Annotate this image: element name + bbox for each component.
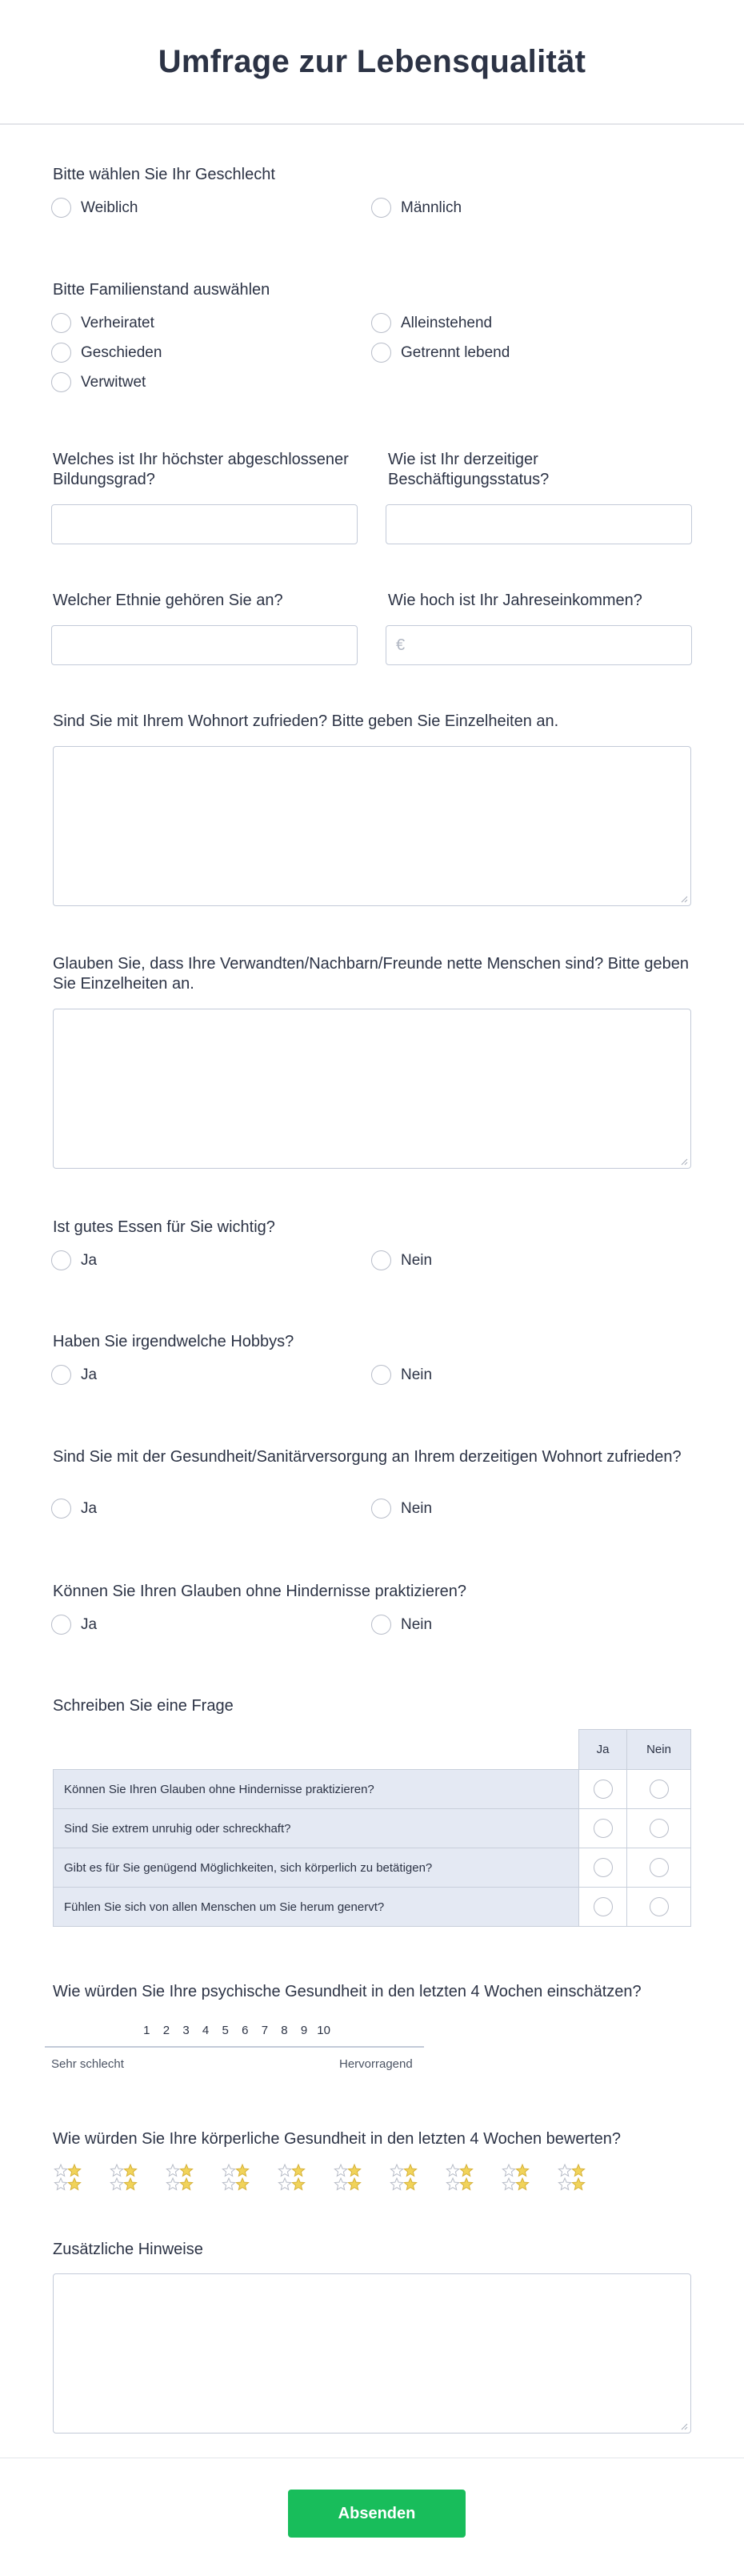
radio-circle[interactable] [51,1365,71,1385]
hobbies-option-yes[interactable] [51,1365,97,1385]
star-rating-icon[interactable] [333,2164,389,2193]
marital-option-widowed[interactable] [51,372,146,392]
hobbies-label: Haben Sie irgendwelche Hobbys? [53,1333,294,1350]
gender-option-female[interactable] [51,198,138,218]
employment-label: Wie ist Ihr derzeitiger Beschäftigungsstatus? [388,451,550,488]
radio-circle[interactable] [650,1897,669,1916]
star-rating-icon[interactable] [109,2164,165,2193]
ethnicity-input[interactable] [51,625,358,665]
faith-option-yes[interactable] [51,1615,97,1635]
relatives-question [53,954,691,994]
option-label: Weiblich [81,199,138,216]
option-label: Geschieden [81,343,162,361]
radio-circle[interactable] [371,1615,391,1635]
faith-question [53,1582,691,1602]
radio-circle[interactable] [371,1499,391,1519]
option-label: Ja [81,1615,98,1633]
scale-option[interactable]: 5 [222,2024,229,2037]
health-care-option-yes[interactable] [51,1499,97,1519]
radio-circle[interactable] [371,343,391,363]
star-rating-icon[interactable] [445,2164,501,2193]
health-care-question [53,1447,691,1467]
matrix-row [54,1770,691,1809]
matrix-cell-no[interactable] [627,1888,691,1927]
income-input[interactable] [386,625,692,665]
star-rating [53,2164,613,2193]
marital-option-married[interactable] [51,313,154,333]
relatives-label: Glauben Sie, dass Ihre Verwandten/Nachbarn/Freunde nette Menschen sind? Bitte geben Sie Einzelheiten an. [53,955,689,993]
radio-circle[interactable] [371,198,391,218]
food-option-no[interactable] [371,1250,432,1270]
radio-circle[interactable] [594,1780,613,1799]
star-rating-icon[interactable] [221,2164,277,2193]
hobbies-option-no[interactable] [371,1365,432,1385]
form-header [0,0,744,125]
food-option-yes[interactable] [51,1250,97,1270]
option-label: Nein [401,1366,433,1383]
faith-label: Können Sie Ihren Glauben ohne Hindernisse praktizieren? [53,1583,467,1600]
residence-question [53,712,691,732]
matrix-cell-no[interactable] [627,1770,691,1809]
notes-question [53,2240,691,2260]
scale-line [45,2046,424,2048]
currency-prefix: € [396,636,406,654]
option-label: Nein [401,1251,433,1269]
radio-circle[interactable] [51,372,71,392]
matrix-cell-yes[interactable] [579,1888,627,1927]
matrix-corner [54,1730,579,1770]
radio-circle[interactable] [371,1365,391,1385]
radio-circle[interactable] [51,1499,71,1519]
matrix-column-no: Nein [627,1730,691,1770]
option-label: Männlich [401,199,462,216]
option-label: Nein [401,1499,433,1517]
form-title: Umfrage zur Lebensqualität [158,43,586,79]
radio-circle[interactable] [650,1858,669,1877]
marital-option-separated[interactable] [371,343,510,363]
radio-circle[interactable] [650,1780,669,1799]
star-rating-icon[interactable] [557,2164,613,2193]
residence-textarea[interactable] [53,746,691,906]
option-label: Nein [401,1615,433,1633]
option-label: Getrennt lebend [401,343,510,361]
physical-health-label: Wie würden Sie Ihre körperliche Gesundheit in den letzten 4 Wochen bewerten? [53,2130,622,2148]
marital-label: Bitte Familienstand auswählen [53,281,270,299]
gender-question [53,165,691,185]
matrix-header-row [54,1730,691,1770]
gender-option-male[interactable] [371,198,462,218]
education-label: Welches ist Ihr höchster abgeschlossener Bildungsgrad? [53,451,349,488]
matrix-row-label: Gibt es für Sie genügend Möglichkeiten, sich körperlich zu betätigen? [54,1848,579,1888]
scale-option[interactable]: 4 [202,2024,210,2037]
relatives-textarea[interactable] [53,1009,691,1169]
scale-option[interactable]: 3 [182,2024,190,2037]
submit-button[interactable]: Absenden [288,2490,466,2538]
matrix-cell-yes[interactable] [579,1848,627,1888]
scale-option[interactable]: 1 [143,2024,150,2037]
matrix-cell-no[interactable] [627,1809,691,1848]
option-label: Verwitwet [81,373,146,391]
matrix-row [54,1888,691,1927]
matrix-cell-yes[interactable] [579,1770,627,1809]
hobbies-question [53,1332,691,1352]
income-label: Wie hoch ist Ihr Jahreseinkommen? [388,592,642,609]
faith-option-no[interactable] [371,1615,432,1635]
notes-textarea[interactable] [53,2273,691,2434]
employment-input[interactable] [386,504,692,544]
resize-grip-icon[interactable] [680,1158,688,1166]
option-label: Ja [81,1499,98,1517]
radio-circle[interactable] [51,1250,71,1270]
star-rating-icon[interactable] [165,2164,221,2193]
matrix-row-label: Fühlen Sie sich von allen Menschen um Sie herum genervt? [54,1888,579,1927]
option-label: Alleinstehend [401,314,493,331]
mental-health-label: Wie würden Sie Ihre psychische Gesundheit in den letzten 4 Wochen einschätzen? [53,1983,642,2000]
radio-circle[interactable] [371,1250,391,1270]
radio-circle[interactable] [51,343,71,363]
scale-option[interactable]: 7 [261,2024,269,2037]
resize-grip-icon[interactable] [680,895,688,903]
matrix-row [54,1809,691,1848]
health-care-label: Sind Sie mit der Gesundheit/Sanitärversorgung an Ihrem derzeitigen Wohnort zufrieden? [53,1448,682,1466]
matrix-column-yes: Ja [579,1730,627,1770]
radio-circle[interactable] [51,313,71,333]
mental-health-question [53,1982,691,2002]
star-rating-icon[interactable] [277,2164,333,2193]
marital-option-divorced[interactable] [51,343,162,363]
star-rating-icon[interactable] [501,2164,557,2193]
radio-circle[interactable] [650,1819,669,1838]
scale-option[interactable]: 10 [317,2024,330,2037]
marital-question [53,280,691,300]
option-label: Ja [81,1251,98,1269]
scale-option[interactable]: 8 [281,2024,288,2037]
food-label: Ist gutes Essen für Sie wichtig? [53,1218,275,1236]
star-rating-icon[interactable] [389,2164,445,2193]
resize-grip-icon[interactable] [680,2422,688,2430]
scale-numbers [137,2024,334,2037]
scale-option[interactable]: 2 [162,2024,170,2037]
notes-label: Zusätzliche Hinweise [53,2241,203,2258]
residence-label: Sind Sie mit Ihrem Wohnort zufrieden? Bitte geben Sie Einzelheiten an. [53,712,559,730]
option-label: Ja [81,1366,98,1383]
option-label: Verheiratet [81,314,154,331]
health-care-option-no[interactable] [371,1499,432,1519]
matrix-question [53,1696,691,1716]
radio-circle[interactable] [594,1819,613,1838]
scale-min-label: Sehr schlecht [51,2057,124,2071]
scale-option[interactable]: 6 [242,2024,249,2037]
ethnicity-label: Welcher Ethnie gehören Sie an? [53,592,283,609]
gender-label: Bitte wählen Sie Ihr Geschlecht [53,166,275,183]
star-rating-icon[interactable] [53,2164,109,2193]
scale-option[interactable]: 9 [300,2024,308,2037]
radio-circle[interactable] [51,1615,71,1635]
matrix-table [53,1729,691,1927]
matrix-row-label: Können Sie Ihren Glauben ohne Hindernisse praktizieren? [54,1770,579,1809]
physical-health-question [53,2129,691,2149]
matrix-row-label: Sind Sie extrem unruhig oder schreckhaft? [54,1809,579,1848]
education-input[interactable] [51,504,358,544]
radio-circle[interactable] [371,313,391,333]
radio-circle[interactable] [51,198,71,218]
matrix-cell-yes[interactable] [579,1809,627,1848]
radio-circle[interactable] [594,1897,613,1916]
radio-circle[interactable] [594,1858,613,1877]
food-question [53,1218,691,1238]
marital-option-single[interactable] [371,313,492,333]
scale-max-label: Hervorragend [339,2057,413,2071]
matrix-label: Schreiben Sie eine Frage [53,1697,234,1715]
matrix-cell-no[interactable] [627,1848,691,1888]
matrix-row [54,1848,691,1888]
